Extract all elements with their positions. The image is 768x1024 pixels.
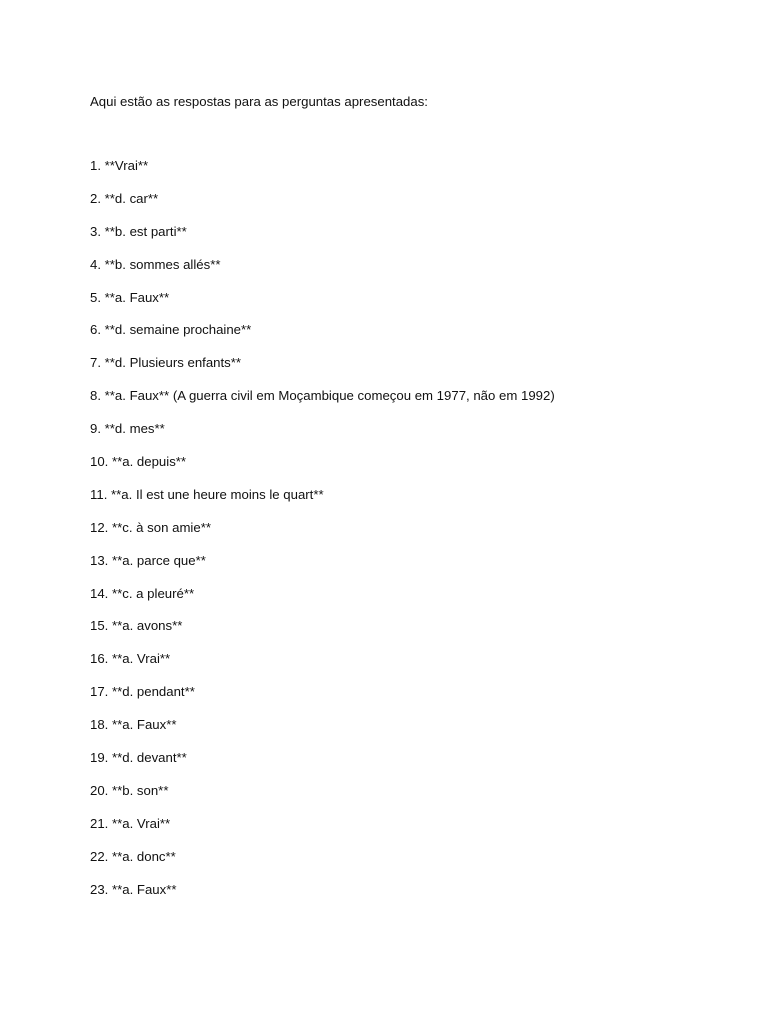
answer-item: 15. **a. avons** xyxy=(90,618,183,634)
answer-list xyxy=(90,157,555,913)
answer-item: 20. **b. son** xyxy=(90,782,169,798)
answer-item: 23. **a. Faux** xyxy=(90,881,177,897)
answer-item: 7. **d. Plusieurs enfants** xyxy=(90,355,242,371)
answer-item: 1. **Vrai** xyxy=(90,158,149,173)
answer-item: 11. **a. Il est une heure moins le quart** xyxy=(90,486,324,502)
answer-item: 2. **d. car** xyxy=(90,190,159,206)
answer-item: 5. **a. Faux** xyxy=(90,289,170,305)
answer-item: 19. **d. devant** xyxy=(90,750,187,766)
answer-item: 6. **d. semaine prochaine** xyxy=(90,322,252,338)
answer-item: 18. **a. Faux** xyxy=(90,717,177,733)
answer-item: 12. **c. à son amie** xyxy=(90,519,211,535)
answer-item: 3. **b. est parti** xyxy=(90,223,187,239)
answer-item: 10. **a. depuis** xyxy=(90,454,187,470)
answer-item: 17. **d. pendant** xyxy=(90,684,195,700)
answer-item: 4. **b. sommes allés** xyxy=(90,256,221,272)
answer-item: 8. **a. Faux** (A guerra civil em Moçambique começou em 1977, não em 1992) xyxy=(90,388,555,404)
answer-item: 14. **c. a pleuré** xyxy=(90,585,195,601)
answer-item: 16. **a. Vrai** xyxy=(90,651,171,667)
answer-item: 21. **a. Vrai** xyxy=(90,815,171,831)
answer-item: 9. **d. mes** xyxy=(90,421,165,437)
answer-item: 13. **a. parce que** xyxy=(90,552,206,568)
answer-item: 22. **a. donc** xyxy=(90,848,176,864)
intro-text: Aqui estão as respostas para as perguntas apresentadas: xyxy=(90,94,428,109)
document-body xyxy=(90,93,710,897)
